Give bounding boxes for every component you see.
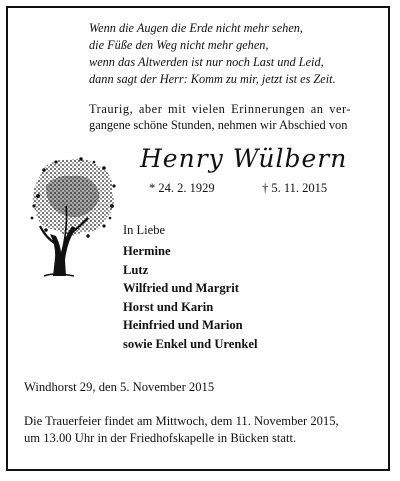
verse	[89, 20, 379, 88]
family-member: Heinfried und Marion	[123, 318, 243, 332]
family-member: Hermine	[123, 244, 171, 258]
obituary-notice	[6, 6, 390, 471]
intro-text	[89, 101, 381, 133]
intro-line: gangene schöne Stunden, nehmen wir Abschied von	[89, 118, 348, 132]
place-date: Windhorst 29, den 5. November 2015	[24, 380, 215, 394]
verse-line: dann sagt der Herr: Komm zu mir, jetzt ist es Zeit.	[89, 72, 336, 86]
family-member: Horst und Karin	[123, 299, 214, 314]
family-member: Lutz	[123, 262, 149, 277]
death-date: † 5. 11. 2015	[262, 181, 328, 195]
verse-line: die Füße den Weg nicht mehr gehen,	[89, 38, 269, 52]
birth-date: * 24. 2. 1929	[149, 181, 215, 195]
verse-line: wenn das Altwerden ist nur noch Last und Leid,	[89, 55, 324, 69]
family-list	[123, 242, 257, 353]
intro-line: Traurig, aber mit vielen Erinnerungen an ver-	[89, 102, 352, 116]
family-member: Wilfried und Margrit	[123, 281, 239, 295]
in-love-label: In Liebe	[123, 223, 165, 237]
deceased-name: Henry Wülbern	[140, 144, 348, 173]
verse-line: Wenn die Augen die Erde nicht mehr sehen,	[89, 21, 304, 35]
service-line: um 13.00 Uhr in der Friedhofskapelle in Bücken statt.	[24, 431, 297, 445]
service-line: Die Trauerfeier findet am Mittwoch, dem 11. November 2015,	[24, 414, 339, 428]
family-member: sowie Enkel und Urenkel	[123, 336, 258, 351]
tree-icon	[26, 156, 118, 283]
funeral-service-info	[24, 413, 384, 447]
